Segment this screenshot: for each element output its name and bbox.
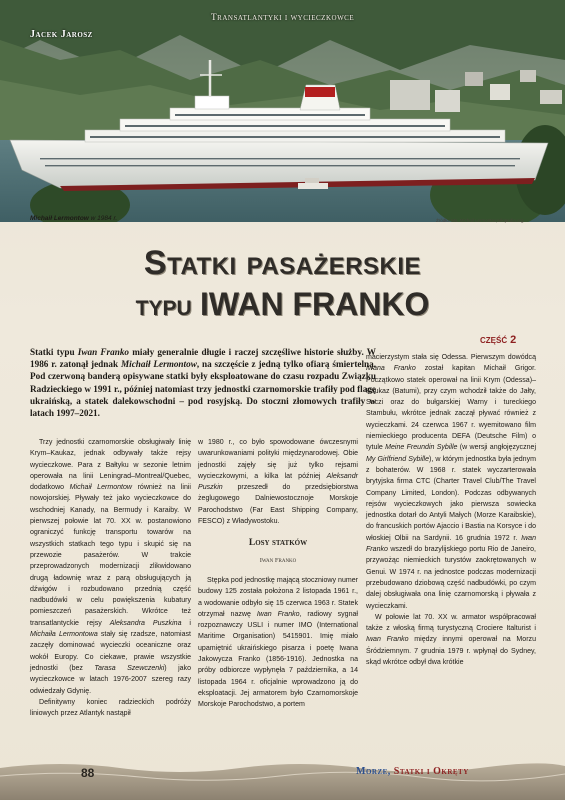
lead-text: miały generalnie długie i raczej szczęśliwe historie służby. W 1986 r. zatonął jednak [30, 347, 376, 370]
title-ship-type: IWAN FRANKO [200, 286, 430, 322]
text: macierzystym stała się Odessa. Pierwszym dowódcą [366, 354, 536, 361]
text: Trzy jednostki czarnomorskie obsługiwały linię Krym–Kaukaz, jednak odbywały także rejsy wycieczkowe. Para z Bałtyku w sezonie letnim operowała na linii Leningrad–Montreal/Quebec, dodatkowo [30, 439, 191, 492]
text: został kapitan Michaił Grigor. Początkowo statek operował na linii Krym (Odessa)–Kaukaz (Batumi), przy czym wchodził także do Jałty, Soczi oraz do bułgarskiej Warny i tureckiego Stambułu, wkrótce jednak zaczął pływać również z wycieczkami. 24 czerwca 1967 r. wyemitowano film niemieckiego producenta DEFA (Deutsche Film) o tytule [366, 365, 536, 452]
ship-name: Iwana Franko [366, 365, 416, 373]
lead-ship-name: Iwan Franko [77, 347, 130, 357]
lead-text: Statki typu [30, 347, 78, 357]
paragraph [366, 352, 536, 612]
lead-paragraph [30, 346, 376, 419]
text: i [181, 619, 191, 627]
text: również na linii nowojorskiej. Pływały też jako wycieczkowce do wschodniej Kanady, na Bermudy i Karaiby. W pierwszej połowie lat 70. XX w. postanowiono ograniczyć funkcję transportu towarów na wszystkich statkach tego typu i skupić się na przewozie pasażerów. W trakcie przeprowadzonych modernizacji zlikwidowano drugą ładownię wraz z parą obsługujących ją dźwigów i rozbudowano przednią część nadbudówki w celu powiększenia kubatury pomieszczeń pasażerskich. Wkrótce też transatlantyckie rejsy [30, 484, 192, 627]
text: stały się rzadsze, natomiast zaczęły dominować wycieczki oceaniczne oraz wokół Europy. Co ciekawe, prawie wszystkie jednostki (bez [30, 631, 191, 672]
ship-name: Iwan Franko [366, 534, 536, 554]
text: w 1980 r., co było spowodowane ówczesnymi uwarunkowaniami polityki międzynarodowej. Obie jednostki zajęły się już tylko rejsami wycieczkowymi, a kilka lat później [198, 439, 358, 480]
caption-rest: w 1984 r. [88, 215, 118, 222]
paragraph: Definitywny koniec radzieckich podróży liniowych przez Atlantyk nastąpił [30, 698, 191, 718]
text: wszedł do brazylijskiego portu Rio de Janeiro, przywożąc niemieckich turystów zaokrętowanych w Genui. W 1974 r. na jednostce podczas modernizacji przebudowano dziobową część nadbudówki, po czym dalej obsługiwała ona linię czarnomorską i pływała z wycieczkami. [366, 546, 536, 610]
text: , radiowy sygnał rozpoznawczy USLI i numer IMO (International Maritime Organisation) 5415901. Imię miało upamiętnić ukraińskiego pisarza i poetę Iwana Jakowycza Franko (1856-1916). Jednostka na próby odbiorcze wypłynęła 7 października, a 14 listopada 1964 r. oficjalnie wprowadzono ją do eksploatacji. Jej armatorem było Czarnomorskoje Morskoje Parochodstwo, a portem [198, 610, 358, 709]
paragraph [30, 437, 191, 697]
text: ), w którym jednostka była jednym z bohaterów. W 1968 r. statek wyczarterowała brytyjska firma CTC (Charter Travel Club/The Travel Company Limited, London). Podczas odbywanych rejsów wycieczkowych jako pierwsza sowiecka jednostka dotarł do Antyli Małych (Morze Karaibskie), do francuskich portów Ajaccio i Bastia na Korsyce i do włoskiej Olbii na Sardynii. 16 grudnia 1972 r. [366, 455, 536, 542]
journal-name-part1: Morze, [356, 766, 394, 777]
lead-text: , na szczęście z jedną tylko ofiarą śmiertelną. Pod czerwoną banderą opisywane statki były eksploatowane do czasu rozpadu Związku Radzieckiego w 1991 r., później natomiast trzy jednostki czarnomorskie trafiły pod flagę ukraińską, a statek dalekowschodni – pod rosyjską. Do stoczni złomowych trafiły w latach 1997–2021. [30, 359, 377, 419]
author-name: Jacek Jarosz [30, 29, 93, 40]
lead-ship-name: Michaił Lermontow [120, 359, 197, 370]
journal-name [356, 766, 469, 777]
part-label: część 2 [480, 334, 517, 346]
journal-name-part2: Statki i Okręty [393, 766, 469, 777]
paragraph [366, 612, 536, 668]
article-title-line2 [0, 286, 565, 323]
ship-name: Michaił Lermontow [69, 484, 133, 492]
caption-ship-name: Michaił Lermontow [30, 215, 89, 222]
ship-name: Michaiła Lermontowa [30, 631, 98, 639]
article-title-line1: Statki pasażerskie [143, 244, 422, 282]
page-number: 88 [81, 766, 95, 780]
text-column-2 [198, 437, 358, 711]
section-header: Transatlantyki i wycieczkowce [210, 13, 355, 23]
text: (w wersji angłojęzycznej [457, 444, 537, 452]
title-prefix: typu [135, 289, 201, 322]
paragraph [198, 437, 358, 527]
paragraph [198, 575, 358, 711]
ship-name: Tarasa Szewczenki [94, 664, 165, 672]
text: przeszedł do przedsiębiorstwa żeglugowego Dalniewostocznoje Morskoje Parochodstwo (Far East Shipping Company, FESCO) z Władywostoku. [198, 484, 358, 526]
ship-name: Iwan Franko [366, 636, 409, 644]
photo-caption [30, 215, 117, 222]
ship-name: Aleksandr Puszkin [198, 472, 358, 492]
section-heading: Losy statków [248, 538, 308, 549]
text: ) jako wycieczkowce w latach 1976-2007 szereg razy odwiedzały Gdynię. [30, 664, 191, 695]
ship-name: Aleksandra Puszkina [109, 619, 182, 627]
text-column-3 [366, 352, 536, 668]
text: Stępka pod jednostkę mającą stoczniowy numer budowy 125 została położona 2 listopada 1961 r., a wodowanie odbyło się 15 czerwca 1963 r. Statek otrzymał nazwę [198, 576, 358, 618]
film-title: My Girlfriend Sybille [366, 455, 429, 463]
photo-credit: Źródło: Ms. Michail Lermontov,wikipedia.org [436, 218, 524, 223]
ship-name: Iwan Franko [256, 610, 300, 618]
text-column-1 [30, 437, 191, 719]
film-title: Meine Freundin Sybille [385, 444, 458, 452]
text: W połowie lat 70. XX w. armator współpracował także z włoską firmą turystyczną Crociere Italturist i [366, 613, 536, 633]
subsection-heading: Iwan Franko [259, 556, 297, 564]
text: między innymi operował na Morzu Śródziemnym. 7 grudnia 1979 r. wpłynął do Sydney, skąd wkrótce odbył dwa krótkie [366, 636, 536, 667]
